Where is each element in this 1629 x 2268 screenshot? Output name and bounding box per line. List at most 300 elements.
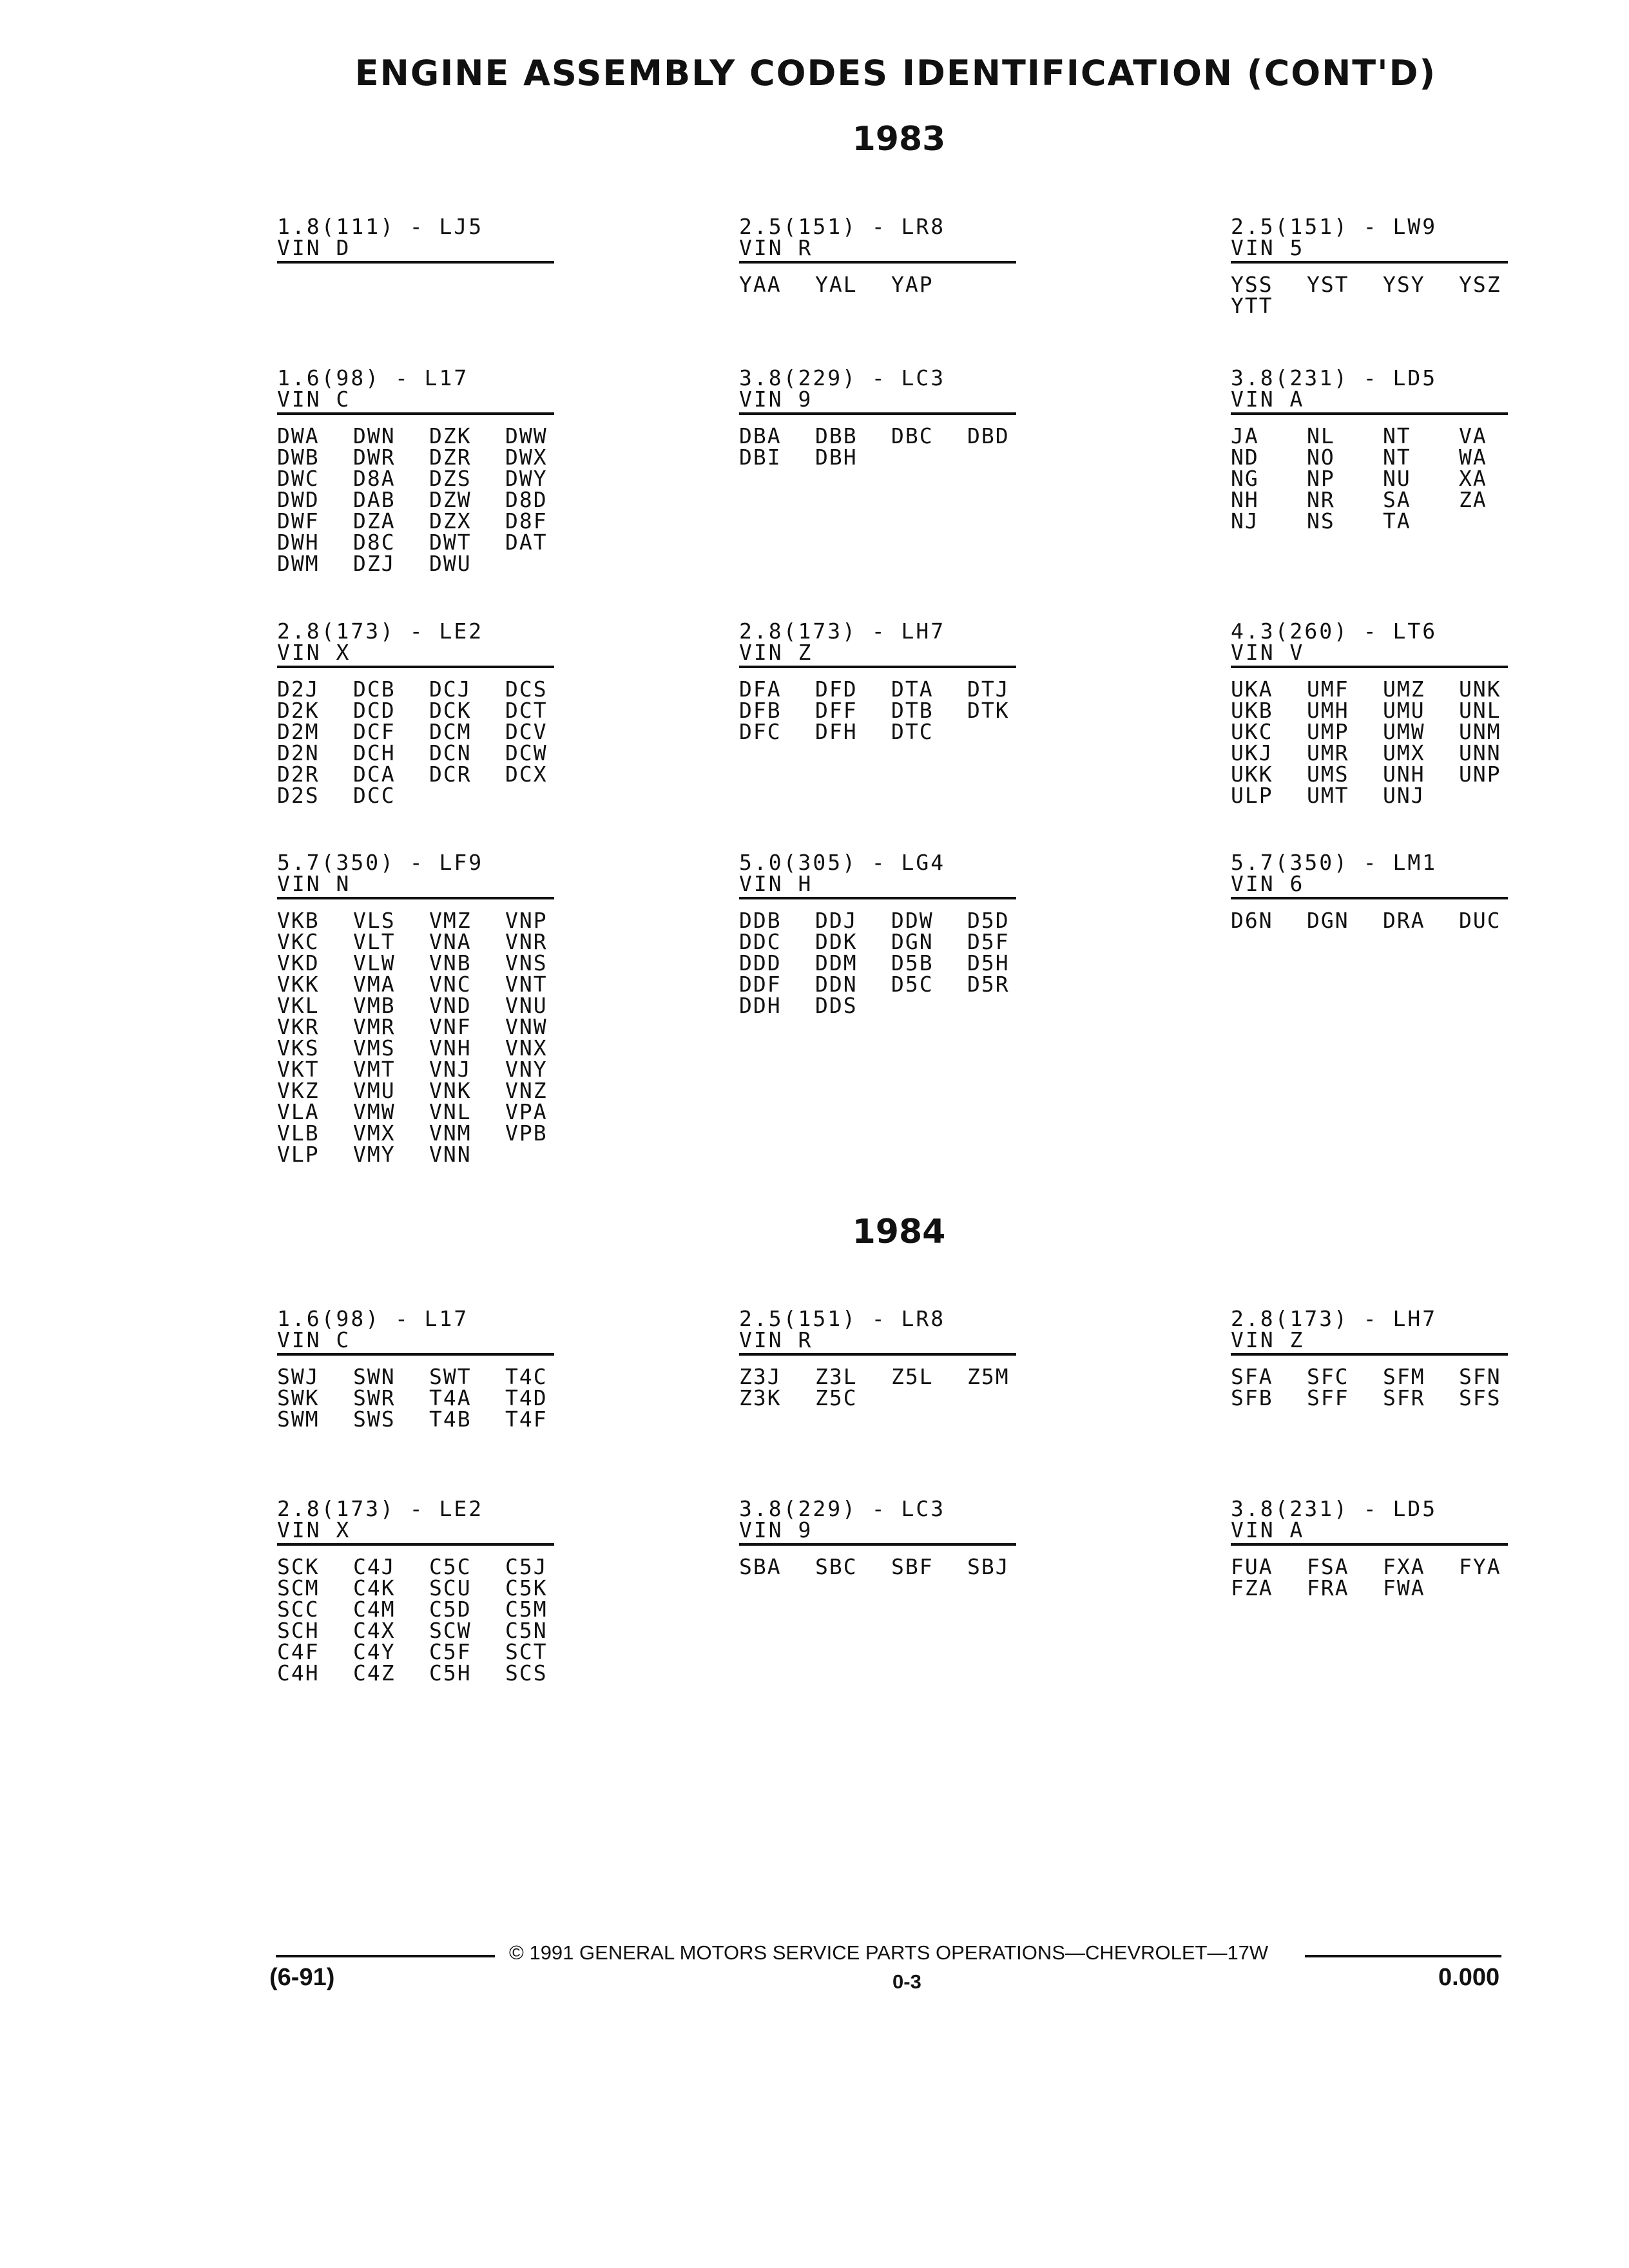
- engine-block: [739, 367, 1016, 468]
- assembly-code: DBI: [739, 445, 782, 470]
- assembly-code: DZK: [429, 423, 472, 448]
- heading-rule: [277, 261, 554, 264]
- assembly-code: VKR: [277, 1014, 320, 1039]
- assembly-code: SCU: [429, 1575, 472, 1600]
- assembly-code: D5H: [967, 950, 1010, 975]
- assembly-code: NJ: [1231, 508, 1259, 533]
- assembly-code: DBC: [891, 423, 934, 448]
- assembly-code: WA: [1459, 445, 1487, 470]
- assembly-code: FUA: [1231, 1554, 1273, 1579]
- assembly-code: UMP: [1307, 719, 1349, 744]
- assembly-code: DZX: [429, 508, 472, 533]
- assembly-code: VNB: [429, 950, 472, 975]
- assembly-code: VNP: [505, 908, 548, 933]
- assembly-code: DDF: [739, 972, 782, 997]
- assembly-code: DZW: [429, 487, 472, 512]
- heading-rule: [739, 1543, 1016, 1546]
- assembly-code: D2S: [277, 783, 320, 808]
- code-grid: [739, 910, 1016, 1016]
- heading-rule: [277, 412, 554, 415]
- assembly-code: VNM: [429, 1120, 472, 1146]
- assembly-code: T4A: [429, 1385, 472, 1410]
- assembly-code: VLW: [353, 950, 396, 975]
- assembly-code: YSZ: [1459, 272, 1501, 297]
- code-grid: [277, 910, 554, 1165]
- assembly-code: SFS: [1459, 1385, 1501, 1410]
- assembly-code: VNF: [429, 1014, 472, 1039]
- assembly-code: C4Y: [353, 1639, 396, 1664]
- assembly-code: Z3J: [739, 1364, 782, 1389]
- assembly-code: D5R: [967, 972, 1010, 997]
- assembly-code: DDS: [815, 993, 858, 1018]
- assembly-code: YAP: [891, 272, 934, 297]
- assembly-code: ULP: [1231, 783, 1273, 808]
- engine-heading: 2.8(173) - LE2: [277, 1496, 484, 1521]
- assembly-code: SWJ: [277, 1364, 320, 1389]
- assembly-code: VNU: [505, 993, 548, 1018]
- assembly-code: C4F: [277, 1639, 320, 1664]
- code-grid: [1231, 910, 1508, 931]
- assembly-code: SWR: [353, 1385, 396, 1410]
- assembly-code: NT: [1383, 423, 1411, 448]
- assembly-code: VNS: [505, 950, 548, 975]
- engine-block: [1231, 216, 1508, 316]
- engine-block: [1231, 620, 1508, 806]
- assembly-code: UNJ: [1383, 783, 1425, 808]
- assembly-code: VLS: [353, 908, 396, 933]
- code-grid: [1231, 274, 1508, 316]
- assembly-code: UNH: [1383, 762, 1425, 787]
- engine-block: [277, 367, 554, 574]
- assembly-code: DCV: [505, 719, 548, 744]
- vin-label: VIN 6: [1231, 871, 1305, 896]
- engine-heading: 5.7(350) - LF9: [277, 850, 484, 875]
- assembly-code: DCT: [505, 698, 548, 723]
- assembly-code: SBJ: [967, 1554, 1010, 1579]
- assembly-code: VNY: [505, 1057, 548, 1082]
- heading-rule: [739, 666, 1016, 668]
- assembly-code: SWM: [277, 1407, 320, 1432]
- assembly-code: DCW: [505, 740, 548, 765]
- assembly-code: DZS: [429, 466, 472, 491]
- heading-rule: [277, 1543, 554, 1546]
- assembly-code: SFB: [1231, 1385, 1273, 1410]
- assembly-code: C5F: [429, 1639, 472, 1664]
- heading-rule: [277, 666, 554, 668]
- engine-heading: 1.6(98) - L17: [277, 365, 469, 390]
- assembly-code: DTB: [891, 698, 934, 723]
- assembly-code: DCS: [505, 677, 548, 702]
- assembly-code: DDH: [739, 993, 782, 1018]
- assembly-code: NR: [1307, 487, 1335, 512]
- assembly-code: DFA: [739, 677, 782, 702]
- assembly-code: DBB: [815, 423, 858, 448]
- assembly-code: DWT: [429, 530, 472, 555]
- assembly-code: SCS: [505, 1660, 548, 1686]
- assembly-code: UKA: [1231, 677, 1273, 702]
- engine-heading: 2.8(173) - LE2: [277, 619, 484, 644]
- footer-copyright: © 1991 GENERAL MOTORS SERVICE PARTS OPERATIONS—CHEVROLET—17W: [509, 1941, 1269, 1964]
- assembly-code: D2M: [277, 719, 320, 744]
- assembly-code: JA: [1231, 423, 1259, 448]
- engine-heading: 5.7(350) - LM1: [1231, 850, 1438, 875]
- assembly-code: VNX: [505, 1035, 548, 1061]
- engine-block: [739, 1498, 1016, 1577]
- assembly-code: SCT: [505, 1639, 548, 1664]
- assembly-code: DFF: [815, 698, 858, 723]
- assembly-code: VKT: [277, 1057, 320, 1082]
- assembly-code: UNK: [1459, 677, 1501, 702]
- assembly-code: C5K: [505, 1575, 548, 1600]
- assembly-code: VMS: [353, 1035, 396, 1061]
- assembly-code: SBA: [739, 1554, 782, 1579]
- assembly-code: C5J: [505, 1554, 548, 1579]
- assembly-code: VMZ: [429, 908, 472, 933]
- assembly-code: UMZ: [1383, 677, 1425, 702]
- assembly-code: DFH: [815, 719, 858, 744]
- assembly-code: D8D: [505, 487, 548, 512]
- assembly-code: D5B: [891, 950, 934, 975]
- assembly-code: SFF: [1307, 1385, 1349, 1410]
- assembly-code: VKZ: [277, 1078, 320, 1103]
- engine-heading: 3.8(231) - LD5: [1231, 1496, 1438, 1521]
- assembly-code: C4K: [353, 1575, 396, 1600]
- engine-block: [277, 620, 554, 806]
- assembly-code: D2J: [277, 677, 320, 702]
- assembly-code: DCX: [505, 762, 548, 787]
- assembly-code: D2K: [277, 698, 320, 723]
- heading-rule: [739, 1353, 1016, 1356]
- assembly-code: DCJ: [429, 677, 472, 702]
- heading-rule: [1231, 412, 1508, 415]
- assembly-code: DDW: [891, 908, 934, 933]
- assembly-code: DWC: [277, 466, 320, 491]
- assembly-code: DDM: [815, 950, 858, 975]
- assembly-code: DDK: [815, 929, 858, 954]
- assembly-code: D5F: [967, 929, 1010, 954]
- vin-label: VIN H: [739, 871, 813, 896]
- assembly-code: DUC: [1459, 908, 1501, 933]
- assembly-code: VMY: [353, 1142, 396, 1167]
- assembly-code: UNL: [1459, 698, 1501, 723]
- assembly-code: VMT: [353, 1057, 396, 1082]
- assembly-code: NU: [1383, 466, 1411, 491]
- assembly-code: SCK: [277, 1554, 320, 1579]
- assembly-code: VMR: [353, 1014, 396, 1039]
- code-grid: [277, 678, 554, 806]
- assembly-code: VLB: [277, 1120, 320, 1146]
- vin-label: VIN X: [277, 1517, 351, 1542]
- assembly-code: YAL: [815, 272, 858, 297]
- engine-heading: 3.8(231) - LD5: [1231, 365, 1438, 390]
- vin-label: VIN N: [277, 871, 351, 896]
- assembly-code: T4C: [505, 1364, 548, 1389]
- assembly-code: VPA: [505, 1099, 548, 1124]
- footer-date-code: (6-91): [269, 1964, 335, 1991]
- assembly-code: DTK: [967, 698, 1010, 723]
- assembly-code: DWX: [505, 445, 548, 470]
- code-grid: [277, 1556, 554, 1684]
- engine-block: [277, 1498, 554, 1684]
- assembly-code: UMS: [1307, 762, 1349, 787]
- code-grid: [1231, 678, 1508, 806]
- assembly-code: Z5L: [891, 1364, 934, 1389]
- assembly-code: VNC: [429, 972, 472, 997]
- assembly-code: UKC: [1231, 719, 1273, 744]
- assembly-code: Z5M: [967, 1364, 1010, 1389]
- assembly-code: T4B: [429, 1407, 472, 1432]
- assembly-code: C5H: [429, 1660, 472, 1686]
- footer-page-number: 0-3: [892, 1970, 921, 1993]
- assembly-code: VKC: [277, 929, 320, 954]
- assembly-code: VLT: [353, 929, 396, 954]
- assembly-code: VND: [429, 993, 472, 1018]
- engine-heading: 1.8(111) - LJ5: [277, 214, 484, 239]
- assembly-code: DWD: [277, 487, 320, 512]
- assembly-code: VNR: [505, 929, 548, 954]
- assembly-code: SCM: [277, 1575, 320, 1600]
- heading-rule: [277, 1353, 554, 1356]
- assembly-code: DCR: [429, 762, 472, 787]
- engine-block: [1231, 852, 1508, 931]
- assembly-code: SCW: [429, 1618, 472, 1643]
- assembly-code: SWN: [353, 1364, 396, 1389]
- vin-label: VIN Z: [739, 640, 813, 665]
- assembly-code: SA: [1383, 487, 1411, 512]
- assembly-code: UMH: [1307, 698, 1349, 723]
- vin-label: VIN C: [277, 387, 351, 412]
- code-grid: [739, 1366, 1016, 1408]
- heading-rule: [277, 897, 554, 899]
- assembly-code: VPB: [505, 1120, 548, 1146]
- assembly-code: VNT: [505, 972, 548, 997]
- assembly-code: D2R: [277, 762, 320, 787]
- assembly-code: NO: [1307, 445, 1335, 470]
- assembly-code: DCD: [353, 698, 396, 723]
- assembly-code: YAA: [739, 272, 782, 297]
- assembly-code: DCK: [429, 698, 472, 723]
- heading-rule: [1231, 897, 1508, 899]
- assembly-code: C4Z: [353, 1660, 396, 1686]
- year-heading: 1983: [852, 120, 946, 159]
- assembly-code: DTC: [891, 719, 934, 744]
- engine-heading: 5.0(305) - LG4: [739, 850, 946, 875]
- assembly-code: NL: [1307, 423, 1335, 448]
- footer-rule-right: [1305, 1955, 1501, 1957]
- engine-heading: 1.6(98) - L17: [277, 1306, 469, 1331]
- engine-heading: 3.8(229) - LC3: [739, 365, 946, 390]
- assembly-code: DCF: [353, 719, 396, 744]
- heading-rule: [1231, 666, 1508, 668]
- engine-heading: 2.5(151) - LW9: [1231, 214, 1438, 239]
- assembly-code: UKK: [1231, 762, 1273, 787]
- assembly-code: SBF: [891, 1554, 934, 1579]
- assembly-code: C4M: [353, 1597, 396, 1622]
- vin-label: VIN 9: [739, 1517, 813, 1542]
- assembly-code: XA: [1459, 466, 1487, 491]
- assembly-code: C5N: [505, 1618, 548, 1643]
- assembly-code: DGN: [1307, 908, 1349, 933]
- assembly-code: VNZ: [505, 1078, 548, 1103]
- assembly-code: NS: [1307, 508, 1335, 533]
- assembly-code: SFM: [1383, 1364, 1425, 1389]
- vin-label: VIN A: [1231, 1517, 1305, 1542]
- code-grid: [1231, 1366, 1508, 1408]
- engine-heading: 4.3(260) - LT6: [1231, 619, 1438, 644]
- assembly-code: Z3L: [815, 1364, 858, 1389]
- assembly-code: DCB: [353, 677, 396, 702]
- assembly-code: DGN: [891, 929, 934, 954]
- footer-rule-left: [276, 1955, 495, 1957]
- assembly-code: YTT: [1231, 293, 1273, 318]
- engine-block: [277, 216, 554, 274]
- assembly-code: DBD: [967, 423, 1010, 448]
- engine-heading: 2.5(151) - LR8: [739, 1306, 946, 1331]
- code-grid: [739, 425, 1016, 468]
- engine-heading: 2.5(151) - LR8: [739, 214, 946, 239]
- assembly-code: SWS: [353, 1407, 396, 1432]
- code-grid: [739, 274, 1016, 295]
- assembly-code: DZA: [353, 508, 396, 533]
- assembly-code: SFR: [1383, 1385, 1425, 1410]
- assembly-code: UKB: [1231, 698, 1273, 723]
- assembly-code: FZA: [1231, 1575, 1273, 1600]
- vin-label: VIN X: [277, 640, 351, 665]
- assembly-code: DAT: [505, 530, 548, 555]
- assembly-code: DWN: [353, 423, 396, 448]
- vin-label: VIN 9: [739, 387, 813, 412]
- code-grid: [277, 425, 554, 574]
- assembly-code: DDJ: [815, 908, 858, 933]
- assembly-code: FYA: [1459, 1554, 1501, 1579]
- heading-rule: [739, 261, 1016, 264]
- heading-rule: [739, 897, 1016, 899]
- assembly-code: DFC: [739, 719, 782, 744]
- assembly-code: DCA: [353, 762, 396, 787]
- assembly-code: VNJ: [429, 1057, 472, 1082]
- assembly-code: UMX: [1383, 740, 1425, 765]
- assembly-code: C5C: [429, 1554, 472, 1579]
- assembly-code: VA: [1459, 423, 1487, 448]
- assembly-code: VNW: [505, 1014, 548, 1039]
- assembly-code: SFN: [1459, 1364, 1501, 1389]
- assembly-code: Z3K: [739, 1385, 782, 1410]
- assembly-code: DBA: [739, 423, 782, 448]
- vin-label: VIN Z: [1231, 1327, 1305, 1352]
- assembly-code: DCH: [353, 740, 396, 765]
- heading-rule: [1231, 1543, 1508, 1546]
- assembly-code: FSA: [1307, 1554, 1349, 1579]
- assembly-code: VKD: [277, 950, 320, 975]
- engine-heading: 2.8(173) - LH7: [1231, 1306, 1438, 1331]
- engine-heading: 3.8(229) - LC3: [739, 1496, 946, 1521]
- assembly-code: DWM: [277, 551, 320, 576]
- vin-label: VIN A: [1231, 387, 1305, 412]
- assembly-code: VNH: [429, 1035, 472, 1061]
- assembly-code: DTA: [891, 677, 934, 702]
- assembly-code: D6N: [1231, 908, 1273, 933]
- assembly-code: DWA: [277, 423, 320, 448]
- assembly-code: VMW: [353, 1099, 396, 1124]
- assembly-code: DDN: [815, 972, 858, 997]
- assembly-code: UNM: [1459, 719, 1501, 744]
- assembly-code: D8C: [353, 530, 396, 555]
- assembly-code: UMR: [1307, 740, 1349, 765]
- assembly-code: T4D: [505, 1385, 548, 1410]
- assembly-code: VKL: [277, 993, 320, 1018]
- assembly-code: VNN: [429, 1142, 472, 1167]
- assembly-code: VKB: [277, 908, 320, 933]
- assembly-code: UKJ: [1231, 740, 1273, 765]
- assembly-code: SWT: [429, 1364, 472, 1389]
- vin-label: VIN D: [277, 235, 351, 260]
- assembly-code: DWR: [353, 445, 396, 470]
- assembly-code: DWU: [429, 551, 472, 576]
- heading-rule: [1231, 1353, 1508, 1356]
- assembly-code: C4X: [353, 1618, 396, 1643]
- assembly-code: D8F: [505, 508, 548, 533]
- assembly-code: ZA: [1459, 487, 1487, 512]
- assembly-code: VKS: [277, 1035, 320, 1061]
- vin-label: VIN 5: [1231, 235, 1305, 260]
- assembly-code: DDD: [739, 950, 782, 975]
- assembly-code: DAB: [353, 487, 396, 512]
- engine-block: [277, 852, 554, 1165]
- assembly-code: UMW: [1383, 719, 1425, 744]
- assembly-code: DTJ: [967, 677, 1010, 702]
- assembly-code: VKK: [277, 972, 320, 997]
- assembly-code: DWY: [505, 466, 548, 491]
- assembly-code: VNK: [429, 1078, 472, 1103]
- assembly-code: FRA: [1307, 1575, 1349, 1600]
- code-grid: [277, 1366, 554, 1430]
- assembly-code: VLA: [277, 1099, 320, 1124]
- vin-label: VIN R: [739, 235, 813, 260]
- assembly-code: UMU: [1383, 698, 1425, 723]
- engine-block: [739, 620, 1016, 742]
- assembly-code: VNL: [429, 1099, 472, 1124]
- assembly-code: SBC: [815, 1554, 858, 1579]
- assembly-code: T4F: [505, 1407, 548, 1432]
- assembly-code: DWB: [277, 445, 320, 470]
- code-grid: [739, 1556, 1016, 1577]
- year-heading: 1984: [852, 1213, 946, 1251]
- engine-block: [739, 216, 1016, 295]
- code-grid: [1231, 425, 1508, 532]
- assembly-code: YSY: [1383, 272, 1425, 297]
- assembly-code: C4J: [353, 1554, 396, 1579]
- assembly-code: DDB: [739, 908, 782, 933]
- assembly-code: SFC: [1307, 1364, 1349, 1389]
- assembly-code: NT: [1383, 445, 1411, 470]
- assembly-code: C5D: [429, 1597, 472, 1622]
- assembly-code: UNP: [1459, 762, 1501, 787]
- assembly-code: NP: [1307, 466, 1335, 491]
- assembly-code: DWW: [505, 423, 548, 448]
- engine-heading: 2.8(173) - LH7: [739, 619, 946, 644]
- assembly-code: SFA: [1231, 1364, 1273, 1389]
- assembly-code: VMB: [353, 993, 396, 1018]
- engine-block: [739, 852, 1016, 1016]
- assembly-code: VLP: [277, 1142, 320, 1167]
- assembly-code: DDC: [739, 929, 782, 954]
- vin-label: VIN R: [739, 1327, 813, 1352]
- assembly-code: DZR: [429, 445, 472, 470]
- assembly-code: SCH: [277, 1618, 320, 1643]
- code-grid: [739, 678, 1016, 742]
- vin-label: VIN V: [1231, 640, 1305, 665]
- assembly-code: FXA: [1383, 1554, 1425, 1579]
